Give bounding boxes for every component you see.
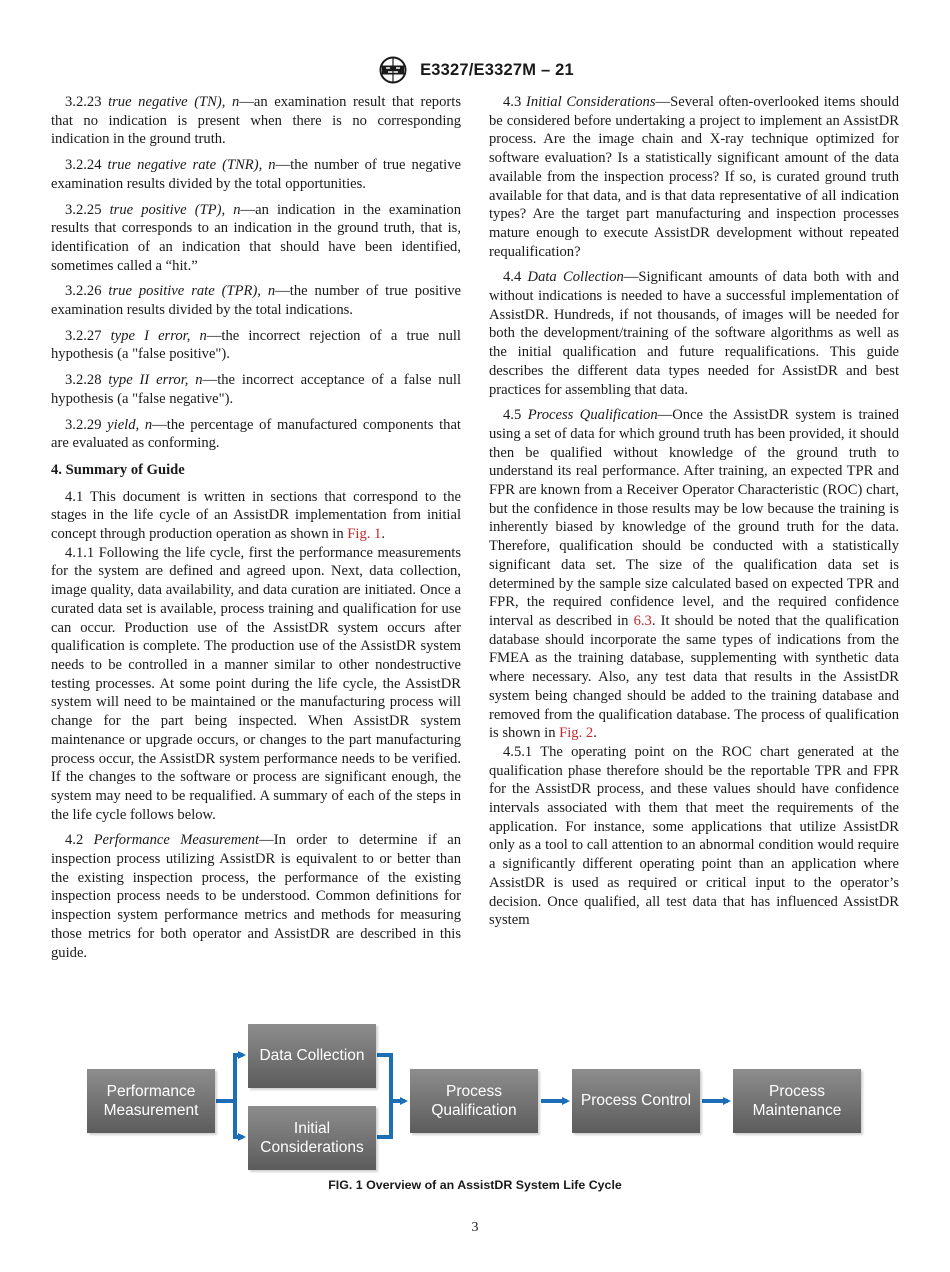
arrow-initial-to-qual — [377, 1101, 391, 1137]
paragraph-4-2: 4.2 Performance Measurement—In order to determine if an inspection process utilizing AssistDR is equivalent to or better than the existing inspection process, the performance of the existing inspection process needs to be understood. Common definitions for inspection system performance metrics and methods for measuring those metrics for both operator and AssistDR are described in this guide. — [51, 832, 462, 961]
right-column — [489, 93, 899, 937]
definition-3-2-26: 3.2.26 true positive rate (TPR), n—the number of true positive examination results divided by the total indications. — [51, 283, 461, 319]
node-process-maintenance: Process Maintenance — [733, 1069, 861, 1133]
page-number: 3 — [471, 1220, 479, 1235]
fig-1-link[interactable]: Fig. 1 — [347, 526, 382, 543]
node-data-collection: Data Collection — [248, 1024, 376, 1088]
paragraph-4-5: 4.5 Process Qualification—Once the AssistDR system is trained using a set of data for which ground truth has been provided, it should then be qualified without knowledge of the ground truth to understand its real performance. After training, an expected TPR and FPR are known from a Receiver Operator Characteristic (ROC) chart, but the confidence in those results may be low because the training is inherently biased by knowledge of the ground truth for the data. Therefore, qualification should be conducted with a statistically significant data set. The size of the qualification data set is determined by the sample size calculated based on expected TPR and FPR, the required confidence level, and the required confidence interval as described in 6.3. It should be noted that the qualification database should incorporate the same types of indications from the FMEA as the training database, supplementing with synthetic data where necessary. Also, any test data that results in the AssistDR system being changed should be added to the training database and removed from the qualification database. The process of qualification is shown in Fig. 2. — [489, 407, 900, 742]
left-column — [51, 93, 461, 969]
life-cycle-figure — [85, 1020, 865, 1175]
definition-3-2-28: 3.2.28 type II error, n—the incorrect acceptance of a false null hypothesis (a "false negative"). — [51, 372, 461, 407]
definition-3-2-24: 3.2.24 true negative rate (TNR), n—the number of true negative examination results divided by the total opportunities. — [51, 157, 461, 192]
figure-caption: FIG. 1 Overview of an AssistDR System Life Cycle — [328, 1178, 622, 1192]
document-designation: E3327/E3327M – 21 — [420, 60, 574, 79]
definition-3-2-23: 3.2.23 true negative (TN), n—an examination result that reports that no indication is present when there is no corresponding indication in the ground truth. — [51, 94, 461, 148]
node-performance-measurement: Performance Measurement — [87, 1069, 215, 1133]
arrow-perf-to-data — [216, 1055, 243, 1101]
node-process-qualification: Process Qualification — [410, 1069, 538, 1133]
definition-3-2-29: 3.2.29 yield, n—the percentage of manufactured components that are evaluated as conforming. — [51, 416, 461, 452]
fig-2-link[interactable]: Fig. 2 — [559, 725, 594, 742]
paragraph-4-1-1: 4.1.1 Following the life cycle, first the performance measurements for the system are defined and agreed upon. Next, data collection, image quality, data availability, and data curation are initiated. Once a curated data set is available, process training and qualification for use can occur. Production use of the AssistDR system occurs after qualification is complete. The production use of the AssistDR system needs to be controlled in a manner similar to other nondestructive testing processes. At some point during the life cycle, the AssistDR system will need to be maintained or the manufacturing process will change for the part being inspected. When AssistDR system maintenance or upgrade occurs, or changes to the part manufacturing process occur, the AssistDR system performance needs to be verified. If the changes to the software or process are significant enough, the system may need to be requalified. A summary of each of the steps in the life cycle follows below. — [51, 544, 461, 823]
arrow-data-to-qual — [377, 1055, 405, 1101]
definition-3-2-25: 3.2.25 true positive (TP), n—an indication in the examination results that corresponds to an indication in the ground truth, that is, identification of an indication that should have been identified, sometimes called a “hit.” — [51, 201, 461, 274]
paragraph-4-1: 4.1 This document is written in sections that correspond to the stages in the life cycle of an AssistDR implementation from initial concept through production operation as shown in Fig. 1. — [51, 488, 461, 543]
astm-logo-icon — [376, 56, 410, 84]
paragraph-4-4: 4.4 Data Collection—Significant amounts of data both with and without indications is needed to have a successful implementation of AssistDR. Hundreds, if not thousands, of images will be needed for both the development/training of the software algorithms as well as the initial qualification and future requalifications. This guide describes the different data types needed for AssistDR and best practices for assembling that data. — [489, 269, 899, 398]
page-header — [0, 56, 950, 84]
paragraph-4-3: 4.3 Initial Considerations—Several often-overlooked items should be considered before undertaking a project to implement an AssistDR process. Are the image chain and X-ray technique optimized for software evaluation? Is a statistically significant amount of the data available from the inspection process? If so, is curated ground truth available for that data, and is that data representative of all indication types? Are the target part manufacturing and inspection processes mature enough to execute AssistDR development without repeated requalification? — [489, 94, 899, 260]
node-initial-considerations: Initial Considerations — [248, 1106, 376, 1170]
arrow-perf-to-initial — [216, 1101, 243, 1137]
node-process-control: Process Control — [572, 1069, 700, 1133]
definition-3-2-27: 3.2.27 type I error, n—the incorrect rejection of a true null hypothesis (a "false positive"). — [51, 327, 461, 363]
section-6-3-link[interactable]: 6.3 — [633, 612, 652, 629]
paragraph-4-5-1: 4.5.1 The operating point on the ROC chart generated at the qualification phase therefore should be the reportable TPR and FPR for the AssistDR process, and these values should have confidence intervals associated with them that meet the requirements of the application. For instance, some applications that utilize AssistDR only as a tool to call attention to an abnormal condition would require a significantly different operating point than an application where AssistDR is used as required or critical input to the operator’s decision. Once qualified, all test data that has influenced AssistDR system — [489, 743, 899, 929]
section-heading-summary: 4. Summary of Guide — [51, 461, 185, 478]
